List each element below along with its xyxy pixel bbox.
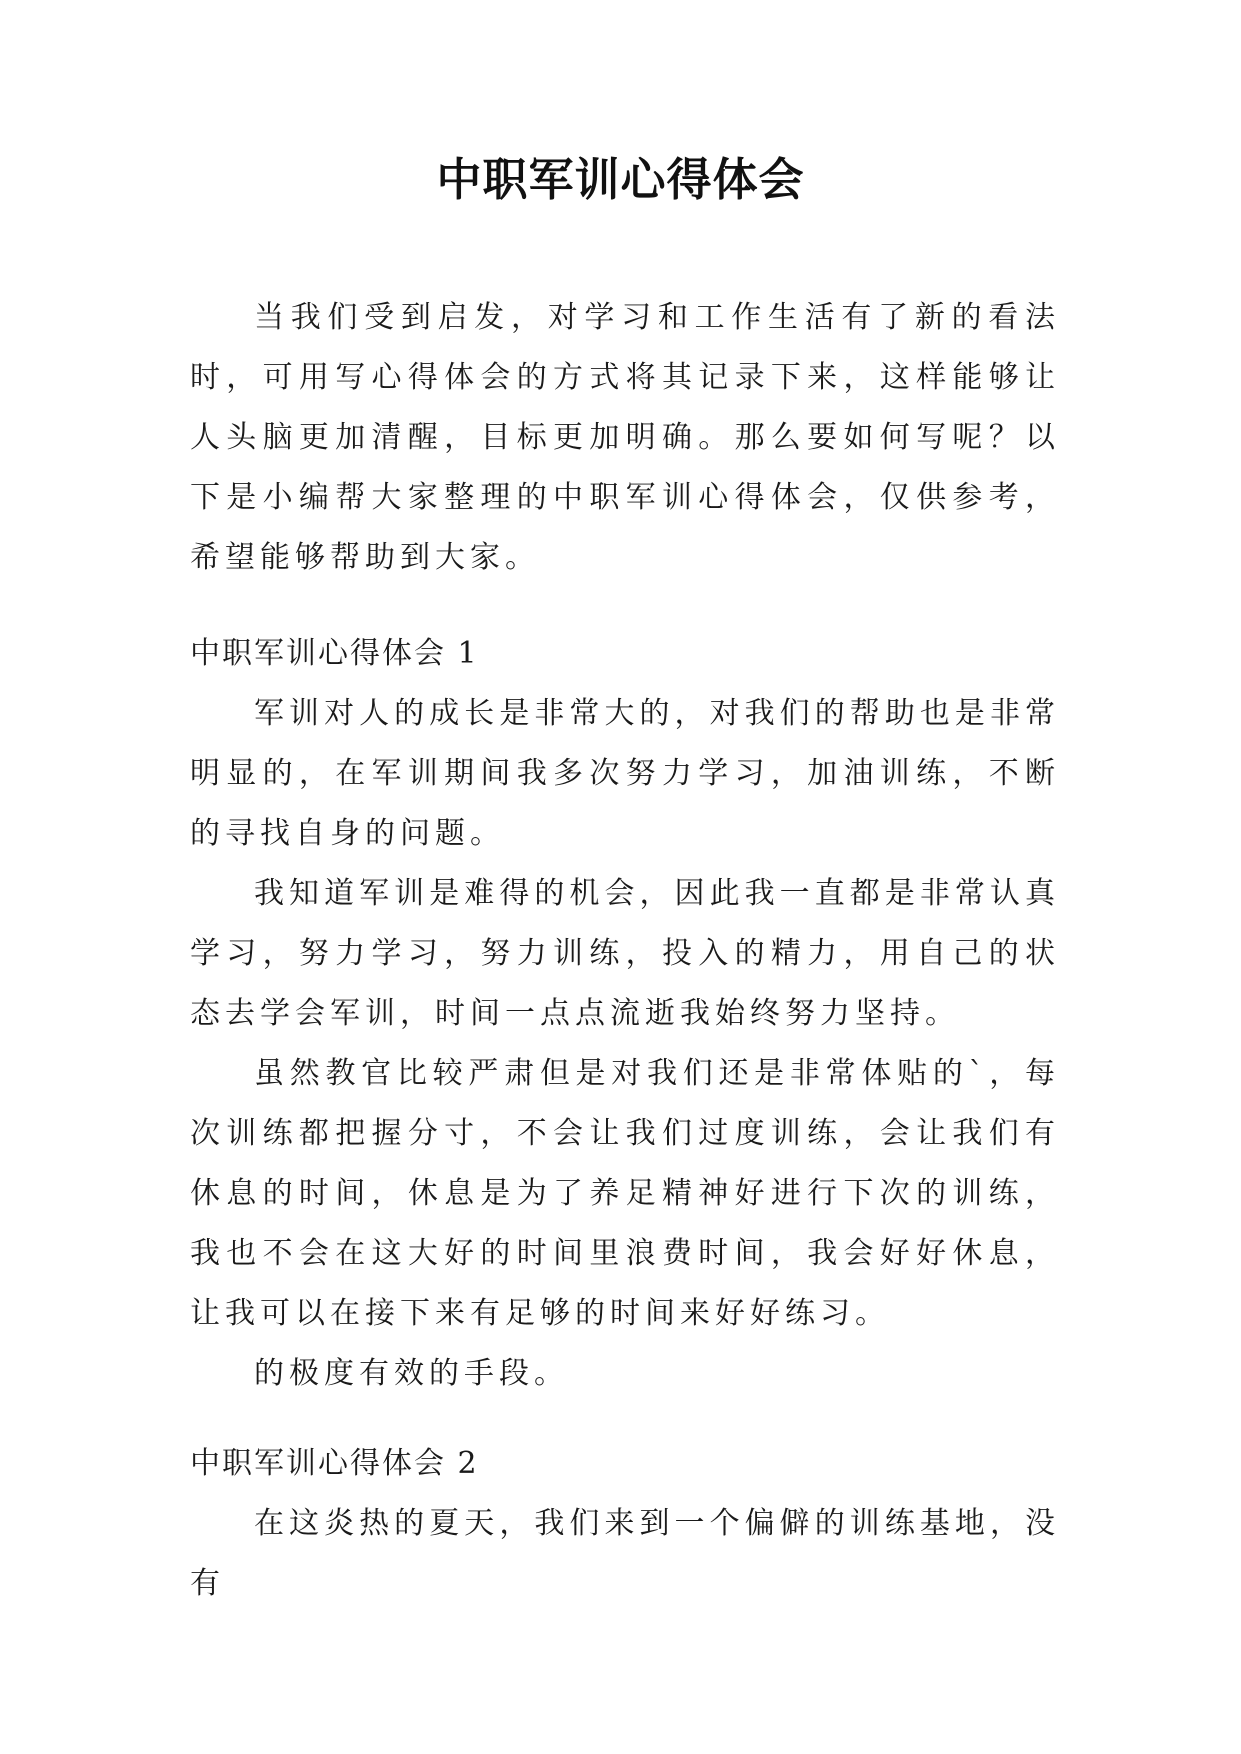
intro-paragraph: 当我们受到启发，对学习和工作生活有了新的看法时，可用写心得体会的方式将其记录下来，这样能够让人头脑更加清醒，目标更加明确。那么要如何写呢？以下是小编帮大家整理的中职军训心得体会，仅供参考，希望能够帮助到大家。 (190, 300, 1060, 575)
section-2-paragraph-1: 在这炎热的夏天，我们来到一个偏僻的训练基地，没有 (190, 1506, 1060, 1601)
document-title: 中职军训心得体会 (436, 153, 805, 206)
section-1 (190, 624, 1060, 1404)
section-2 (190, 1434, 1060, 1614)
section-1-paragraph-4: 的极度有效的手段。 (254, 1356, 569, 1391)
section-1-paragraph-2: 我知道军训是难得的机会，因此我一直都是非常认真学习，努力学习，努力训练，投入的精力，用自己的状态去学会军训，时间一点点流逝我始终努力坚持。 (190, 876, 1060, 1031)
section-1-heading: 中职军训心得体会 1 (190, 636, 479, 671)
section-1-paragraph-3: 虽然教官比较严肃但是对我们还是非常体贴的`，每次训练都把握分寸，不会让我们过度训练，会让我们有休息的时间，休息是为了养足精神好进行下次的训练，我也不会在这大好的时间里浪费时间，我会好好休息，让我可以在接下来有足够的时间来好好练习。 (190, 1056, 1060, 1331)
section-2-heading: 中职军训心得体会 2 (190, 1446, 479, 1481)
document-body (190, 288, 1060, 1614)
section-spacer (190, 588, 1060, 624)
section-1-paragraph-1: 军训对人的成长是非常大的，对我们的帮助也是非常明显的，在军训期间我多次努力学习，加油训练，不断的寻找自身的问题。 (190, 696, 1060, 851)
section-spacer (190, 1404, 1060, 1434)
